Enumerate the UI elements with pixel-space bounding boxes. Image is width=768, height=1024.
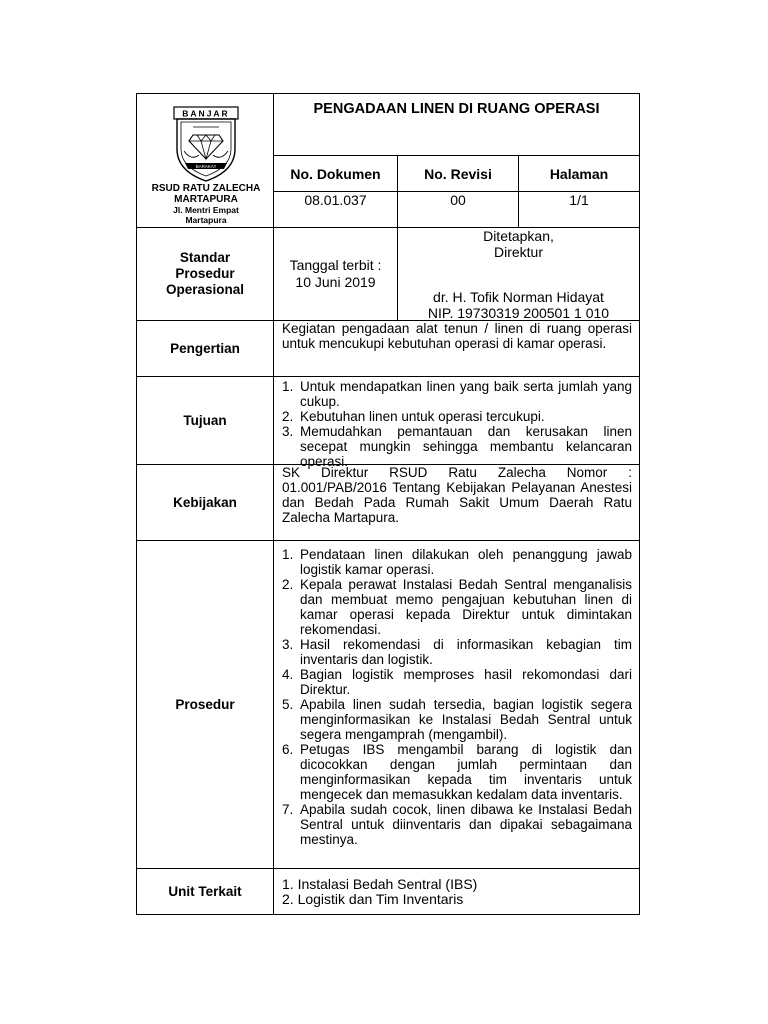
- prosedur-item: [282, 667, 632, 697]
- approval-title: Ditetapkan,: [483, 228, 554, 244]
- approval-role: Direktur: [493, 244, 543, 260]
- list-number: 1.: [282, 547, 294, 562]
- list-number: 1.: [282, 379, 294, 394]
- tujuan-item: [282, 424, 632, 469]
- list-number: 2.: [282, 409, 294, 424]
- revision-value: 00: [397, 191, 519, 228]
- list-text: Bagian logistik memproses hasil rekomondasi dari Direktur.: [300, 667, 632, 697]
- tujuan-item: [282, 409, 632, 424]
- list-number: 3.: [282, 424, 294, 439]
- revision-label: No. Revisi: [397, 155, 519, 192]
- list-number: 5.: [282, 697, 294, 712]
- sop-label-cell: [136, 227, 274, 321]
- list-text: Untuk mendapatkan linen yang baik serta jumlah yang cukup.: [300, 379, 632, 409]
- hospital-name: RSUD RATU ZALECHA: [151, 183, 261, 194]
- issued-date: 10 Juni 2019: [295, 274, 376, 290]
- sop-label-line-1: Standar: [179, 250, 231, 265]
- list-number: 2.: [282, 577, 294, 592]
- approval-cell: [397, 227, 640, 321]
- hospital-city: MARTAPURA: [174, 194, 238, 205]
- unit-terkait-item-1: 1. Instalasi Bedah Sentral (IBS): [282, 876, 478, 892]
- signer-nip: NIP. 19730319 200501 1 010: [427, 305, 610, 321]
- prosedur-item: [282, 547, 632, 577]
- sop-document: [136, 93, 640, 915]
- svg-text:BARAKAT: BARAKAT: [195, 164, 217, 169]
- tujuan-list: [282, 379, 632, 469]
- list-text: Kebutuhan linen untuk operasi tercukupi.: [300, 409, 545, 424]
- kebijakan-label: Kebijakan: [136, 464, 274, 541]
- issued-date-cell: [273, 227, 398, 321]
- list-number: 6.: [282, 742, 294, 757]
- document-title: PENGADAAN LINEN DI RUANG OPERASI: [313, 101, 600, 117]
- prosedur-label: Prosedur: [136, 540, 274, 869]
- pengertian-text: Kegiatan pengadaan alat tenun / linen di ruang operasi untuk mencukupi kebutuhan operasi di kamar operasi.: [273, 320, 640, 377]
- list-number: 4.: [282, 667, 294, 682]
- banjar-emblem-icon: [171, 105, 241, 183]
- tujuan-label: Tujuan: [136, 376, 274, 465]
- unit-terkait-item-2: 2. Logistik dan Tim Inventaris: [282, 891, 464, 907]
- tujuan-item: [282, 379, 632, 409]
- sop-label-line-2: Prosedur: [175, 266, 235, 281]
- list-text: Memudahkan pemantauan dan kerusakan linen secepat mungkin sehingga membantu kelancaran operasi.: [300, 424, 632, 469]
- hospital-address: Jl. Mentri Empat: [173, 205, 239, 215]
- prosedur-list: [282, 547, 632, 847]
- page-label: Halaman: [518, 155, 640, 192]
- svg-text:BANJAR: BANJAR: [182, 108, 230, 119]
- sop-label-line-3: Operasional: [165, 282, 245, 297]
- kebijakan-text: SK Direktur RSUD Ratu Zalecha Nomor : 01.001/PAB/2016 Tentang Kebijakan Pelayanan Anestesi dan Bedah Pada Rumah Sakit Umum Daerah Ratu Zalecha Martapura.: [273, 464, 640, 541]
- list-text: Hasil rekomendasi di informasikan kebagian tim inventaris dan logistik.: [300, 637, 632, 667]
- doc-number-label: No. Dokumen: [273, 155, 398, 192]
- list-text: Pendataan linen dilakukan oleh penanggung jawab logistik kamar operasi.: [300, 547, 632, 577]
- pengertian-label: Pengertian: [136, 320, 274, 377]
- issued-label: Tanggal terbit :: [289, 257, 382, 273]
- page-value: 1/1: [518, 191, 640, 228]
- prosedur-item: [282, 742, 632, 802]
- list-number: 7.: [282, 802, 294, 817]
- prosedur-item: [282, 697, 632, 742]
- list-text: Apabila sudah cocok, linen dibawa ke Instalasi Bedah Sentral untuk diinventaris dan dipakai sebagaimana mestinya.: [300, 802, 632, 847]
- prosedur-item: [282, 802, 632, 847]
- list-text: Petugas IBS mengambil barang di logistik dan dicocokkan dengan jumlah permintaan dan menginformasikan kepada tim inventaris untuk mengecek dan memasukkan kedalam data inventaris.: [300, 742, 632, 802]
- prosedur-item: [282, 577, 632, 637]
- unit-terkait-cell: [273, 868, 640, 915]
- unit-terkait-label: Unit Terkait: [136, 868, 274, 915]
- document-title-cell: [273, 93, 640, 156]
- tujuan-list-cell: [273, 376, 640, 469]
- signer-name: dr. H. Tofik Norman Hidayat: [433, 289, 604, 305]
- hospital-address-city: Martapura: [185, 215, 227, 225]
- list-number: 3.: [282, 637, 294, 652]
- doc-number-value: 08.01.037: [273, 191, 398, 228]
- list-text: Kepala perawat Instalasi Bedah Sentral menganalisis dan membuat memo pengajuan kebutuhan linen di kamar operasi kepada Direktur untuk dimintakan rekomendasi.: [300, 577, 632, 637]
- prosedur-list-cell: [273, 540, 640, 869]
- prosedur-item: [282, 637, 632, 667]
- logo-cell: [136, 93, 274, 228]
- list-text: Apabila linen sudah tersedia, bagian logistik segera menginformasikan ke Instalasi Bedah Sentral untuk segera mengamprah (mengambil).: [300, 697, 632, 742]
